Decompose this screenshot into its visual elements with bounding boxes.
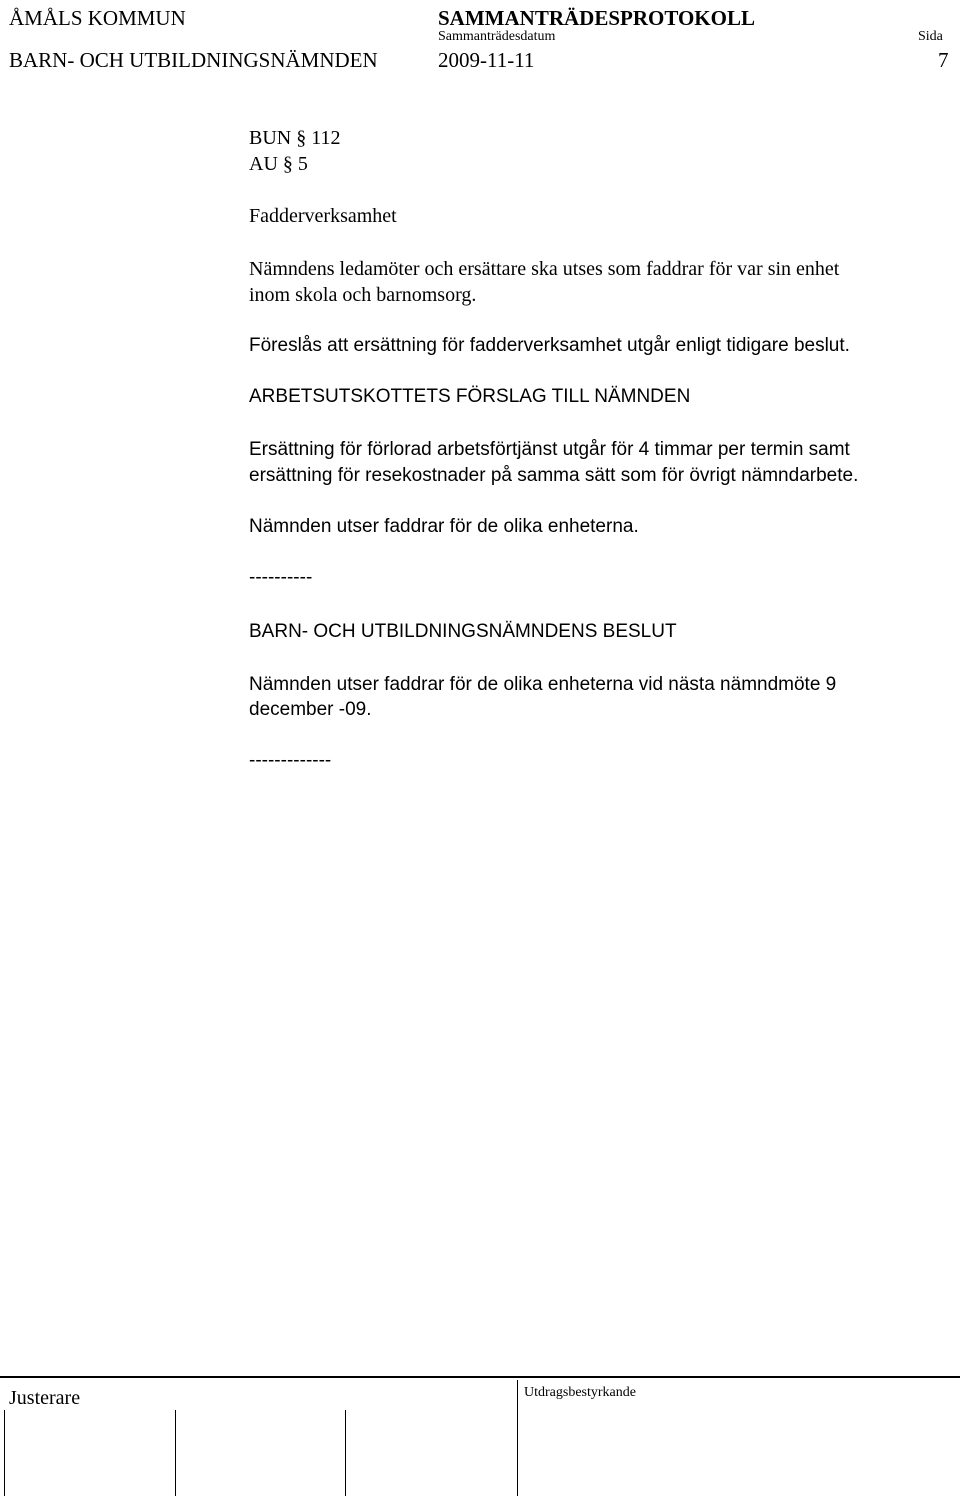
signature-divider-2	[175, 1410, 176, 1496]
paragraph-1-line-2: inom skola och barnomsorg.	[249, 284, 477, 306]
paragraph-2: Föreslås att ersättning för fadderverksamhet utgår enligt tidigare beslut.	[249, 335, 850, 356]
proposal-heading: ARBETSUTSKOTTETS FÖRSLAG TILL NÄMNDEN	[249, 386, 691, 407]
decision-line-1: Nämnden utser faddrar för de olika enheterna vid nästa nämndmöte 9	[249, 674, 837, 695]
proposal-line-3: Nämnden utser faddrar för de olika enheterna.	[249, 516, 639, 537]
au-reference: AU § 5	[249, 153, 308, 175]
page-label: Sida	[918, 29, 943, 44]
signature-divider-4	[517, 1380, 518, 1496]
paragraph-1-line-1: Nämndens ledamöter och ersättare ska utses som faddrar för var sin enhet	[249, 258, 840, 280]
proposal-line-1: Ersättning för förlorad arbetsförtjänst utgår för 4 timmar per termin samt	[249, 439, 850, 460]
bun-reference: BUN § 112	[249, 127, 341, 149]
date-label: Sammanträdesdatum	[438, 29, 556, 44]
municipality-name: ÅMÅLS KOMMUN	[9, 6, 186, 30]
page-number: 7	[938, 48, 949, 72]
committee-name: BARN- OCH UTBILDNINGSNÄMNDEN	[9, 48, 378, 72]
decision-line-2: december -09.	[249, 699, 372, 720]
separator-1: ----------	[249, 567, 313, 588]
utdrag-label: Utdragsbestyrkande	[524, 1385, 636, 1400]
decision-heading: BARN- OCH UTBILDNINGSNÄMNDENS BESLUT	[249, 621, 677, 642]
footer-top-rule	[0, 1376, 960, 1378]
proposal-line-2: ersättning för resekostnader på samma sätt som för övrigt nämndarbete.	[249, 465, 859, 486]
signature-divider-1	[4, 1410, 5, 1496]
protocol-title: SAMMANTRÄDESPROTOKOLL	[438, 6, 755, 30]
separator-2: -------------	[249, 750, 332, 771]
meeting-date: 2009-11-11	[438, 48, 535, 72]
signature-divider-3	[345, 1410, 346, 1496]
item-title: Fadderverksamhet	[249, 205, 397, 227]
justerare-label: Justerare	[9, 1387, 81, 1409]
